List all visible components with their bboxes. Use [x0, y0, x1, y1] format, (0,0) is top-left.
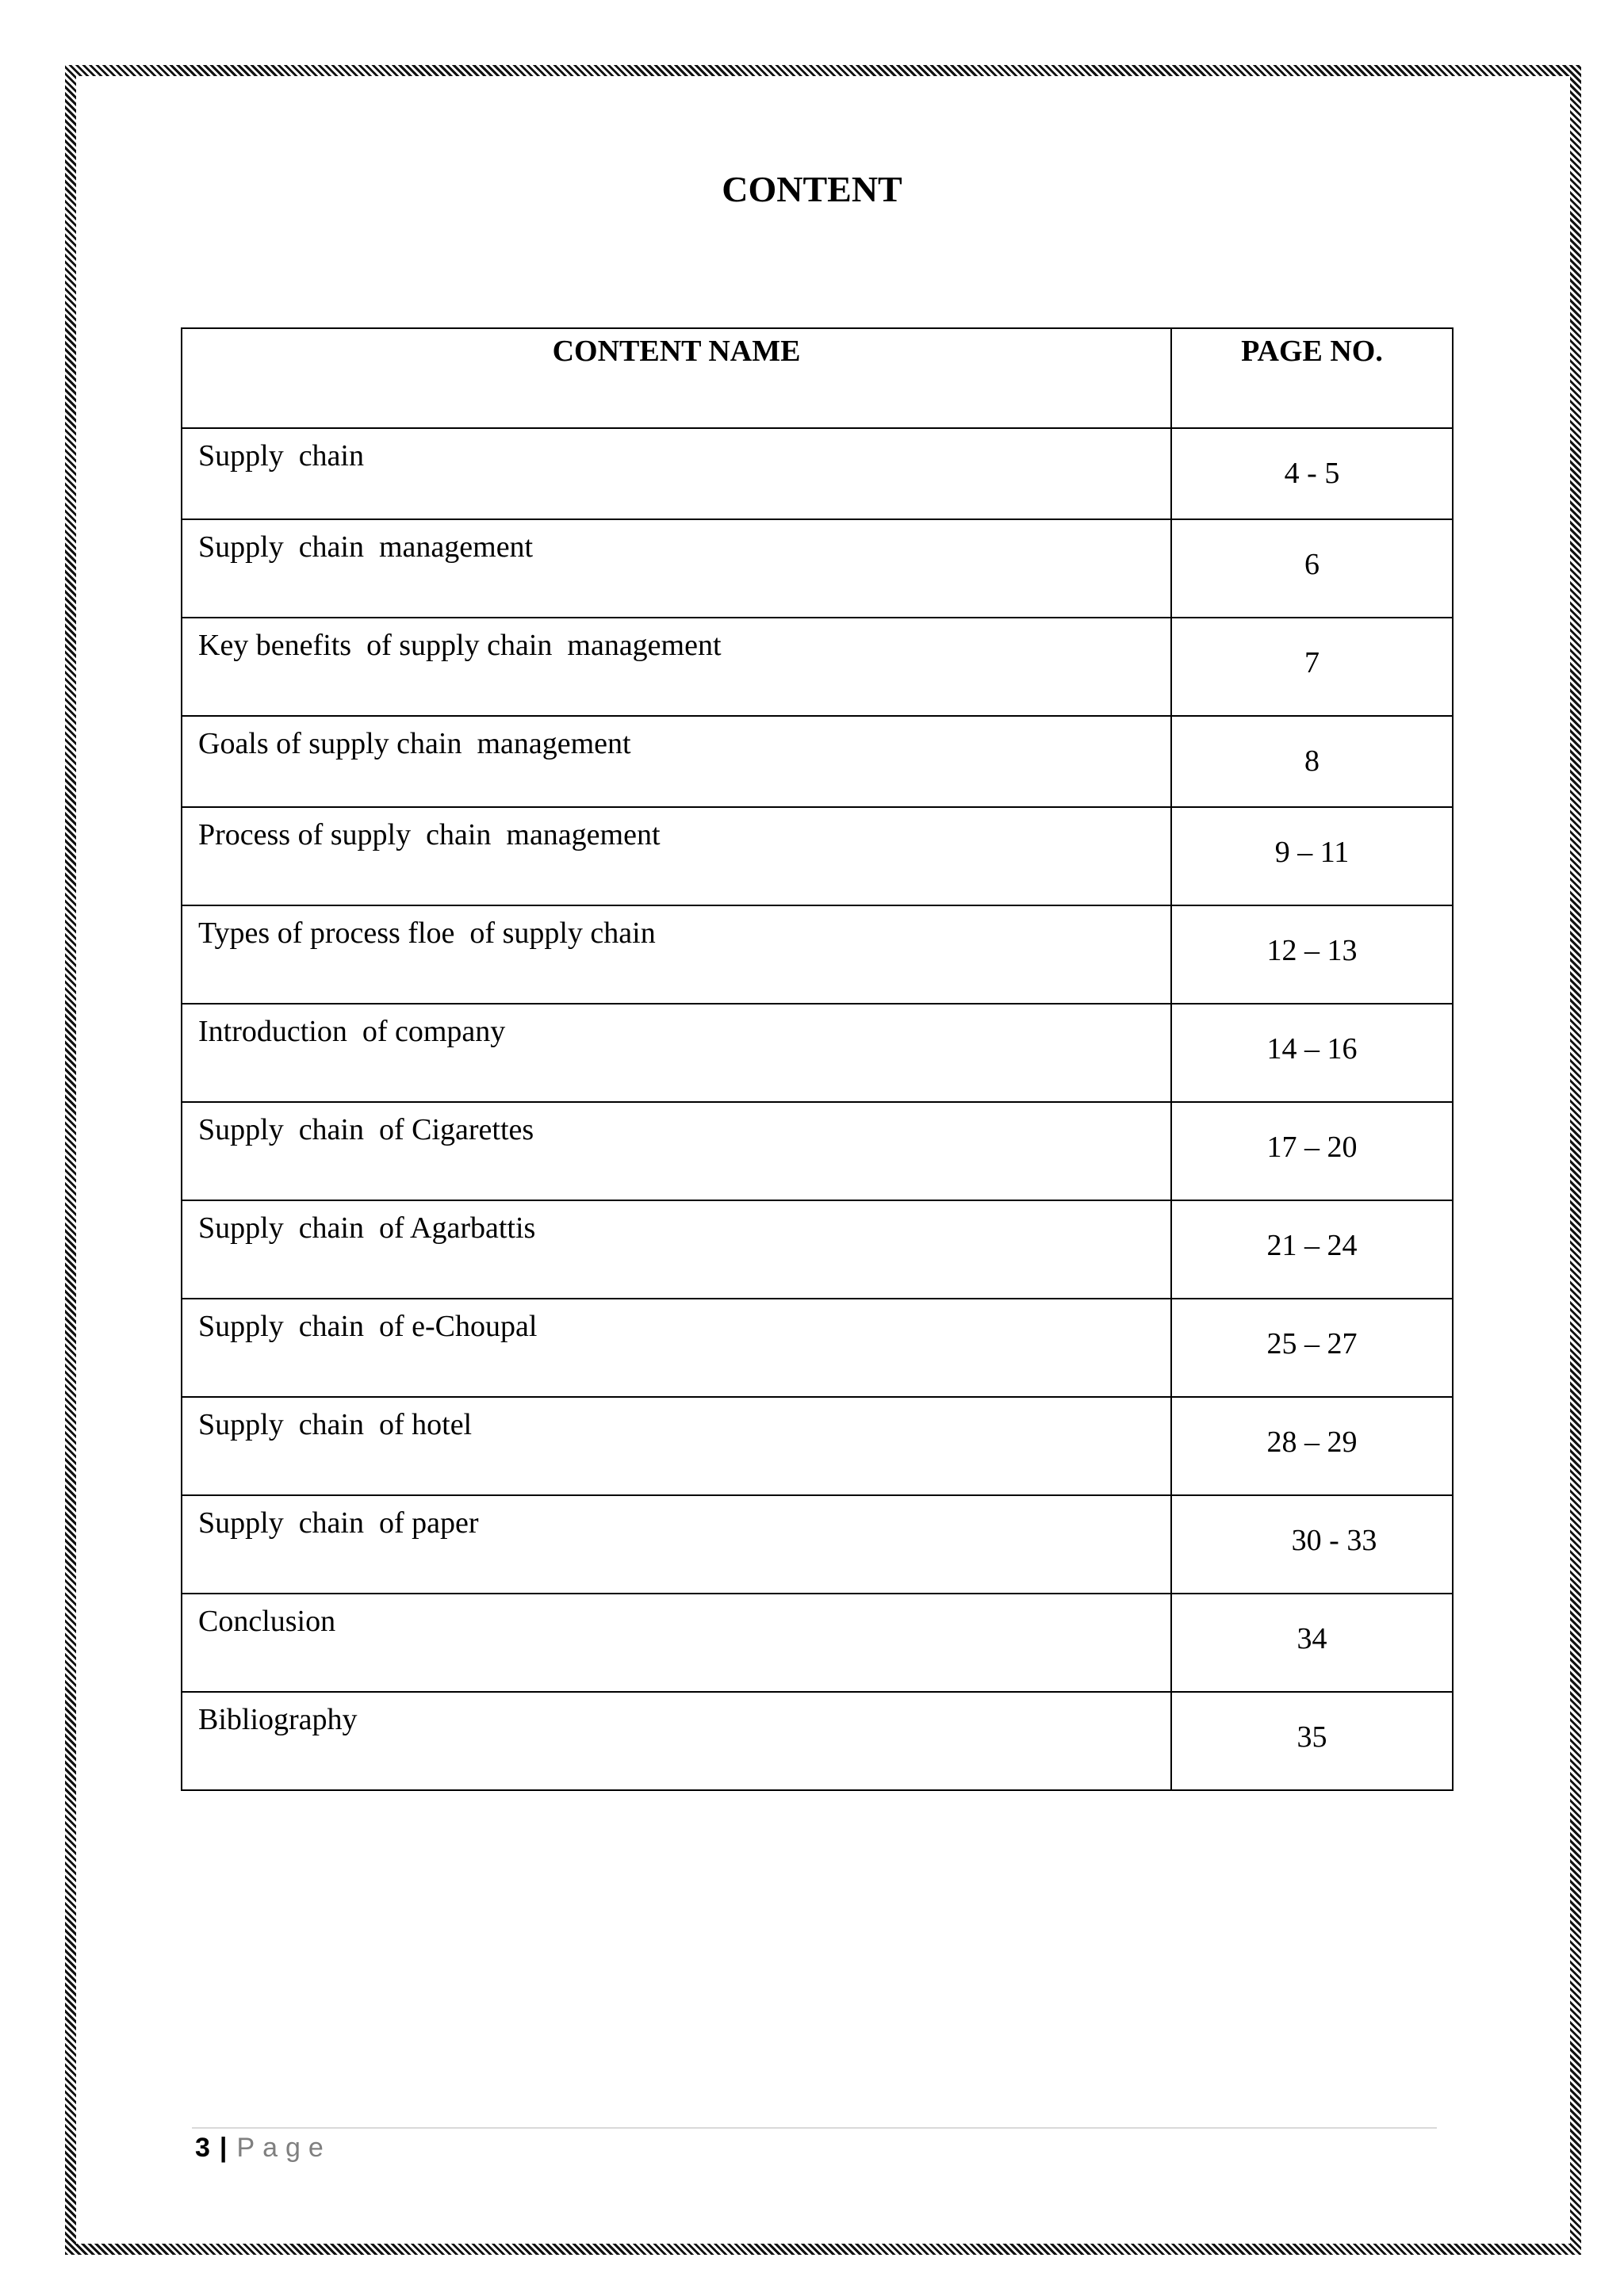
page-no: 7	[1304, 646, 1320, 679]
content-name: Introduction of company	[198, 1015, 506, 1048]
page-no: 4 - 5	[1284, 457, 1340, 490]
table-row	[182, 1004, 1453, 1102]
content-name: Supply chain of e-Choupal	[198, 1310, 538, 1343]
header-page-no: PAGE NO.	[1171, 328, 1453, 428]
page-no: 28 – 29	[1266, 1425, 1358, 1459]
content-name: Supply chain of hotel	[198, 1408, 473, 1441]
page-no: 12 – 13	[1266, 934, 1358, 967]
page-no: 25 – 27	[1266, 1327, 1358, 1360]
page-no: 14 – 16	[1266, 1032, 1358, 1066]
table-row	[182, 1495, 1453, 1594]
table-header-row	[182, 328, 1453, 428]
content-name: Supply chain	[198, 439, 364, 473]
content-name: Conclusion	[198, 1605, 336, 1638]
table-row	[182, 428, 1453, 519]
content-name: Supply chain of Agarbattis	[198, 1211, 536, 1245]
page-footer	[195, 2133, 331, 2164]
table-row	[182, 1397, 1453, 1495]
page-no: 6	[1304, 548, 1320, 581]
table-row	[182, 519, 1453, 618]
table-row	[182, 1200, 1453, 1299]
content-name: Supply chain management	[198, 530, 534, 564]
table-row	[182, 1692, 1453, 1790]
content-name: Goals of supply chain management	[198, 727, 631, 760]
content-name: Supply chain of Cigarettes	[198, 1113, 534, 1146]
page-no: 21 – 24	[1266, 1229, 1358, 1262]
table-row	[182, 1102, 1453, 1200]
footer-page-number: 3	[195, 2133, 210, 2163]
page-title: CONTENT	[722, 169, 902, 209]
contents-table	[181, 327, 1454, 1791]
page-no: 9 – 11	[1274, 836, 1350, 869]
page-no: 8	[1304, 744, 1320, 778]
table-row	[182, 716, 1453, 807]
footer-separator: |	[219, 2133, 228, 2163]
content-name: Types of process floe of supply chain	[198, 916, 656, 950]
page-no: 17 – 20	[1266, 1131, 1358, 1164]
content-name: Supply chain of paper	[198, 1506, 479, 1540]
content-name: Process of supply chain management	[198, 818, 661, 851]
footer-page-word: Page	[236, 2133, 331, 2163]
page-no: 35	[1297, 1720, 1327, 1754]
page-no: 34	[1297, 1622, 1327, 1655]
table-row	[182, 807, 1453, 905]
page-no: 30 - 33	[1291, 1524, 1377, 1557]
table-row	[182, 1594, 1453, 1692]
table-row	[182, 905, 1453, 1004]
footer-divider	[192, 2127, 1437, 2129]
content-name: Bibliography	[198, 1703, 358, 1736]
header-content-name: CONTENT NAME	[182, 328, 1171, 428]
table-row	[182, 618, 1453, 716]
table-row	[182, 1299, 1453, 1397]
content-name: Key benefits of supply chain management	[198, 629, 722, 662]
